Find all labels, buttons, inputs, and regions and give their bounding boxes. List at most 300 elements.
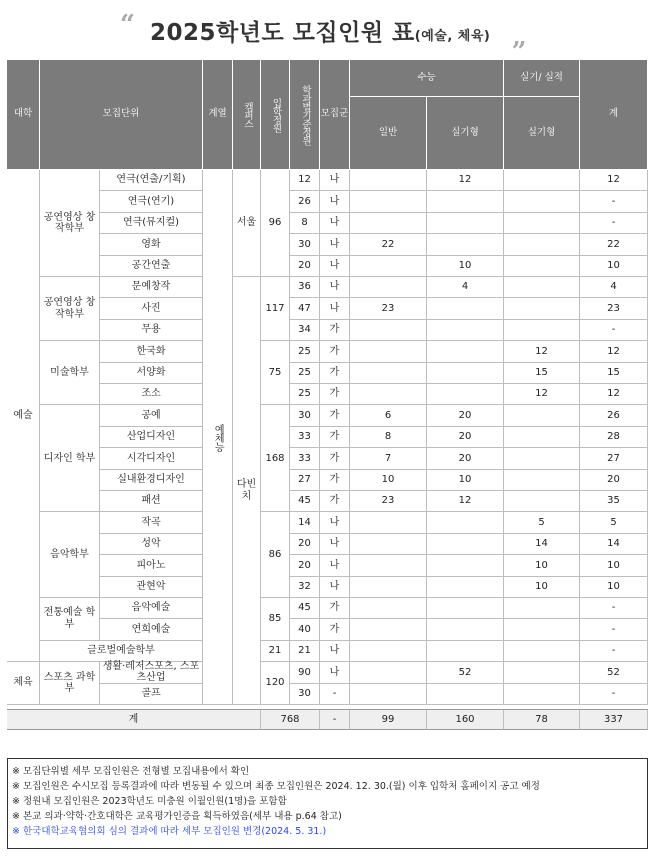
suneung-general [350,448,427,469]
note-line: ※ 한국대학교육협의회 심의 결과에 따라 세부 모집인원 변경(2024. 5. 31.) [12,826,327,837]
unit-name [100,662,203,683]
summary-practical-2 [504,709,580,730]
dept-quota [290,234,320,255]
practical-practical [504,405,580,426]
row-total-text: 4 [610,281,617,293]
suneung-practical [427,363,504,384]
campus-seoul [233,170,261,277]
summary-admission-text: 768 [280,713,300,725]
row-total [580,341,648,362]
suneung-practical [427,491,504,512]
suneung-practical [427,384,504,405]
suneung-practical [427,298,504,319]
admission-quota [261,170,290,277]
unit-name-text: 공예 [141,409,161,421]
dept-quota [290,555,320,576]
row-total-text: - [611,324,616,336]
admission-quota-text: 120 [265,677,285,689]
header-group [320,60,350,170]
practical-practical-text: 5 [538,516,545,528]
division-trad [40,598,100,641]
suneung-practical [427,405,504,426]
row-total-text: 12 [607,174,620,186]
unit-name [100,684,203,705]
row-total [580,320,648,341]
recruit-group [320,555,350,576]
suneung-general [350,427,427,448]
suneung-practical [427,577,504,598]
row-total-text: 10 [607,260,620,272]
row-total [580,363,648,384]
recruit-group-text: 나 [329,302,340,314]
college-pe-text: 체육 [13,677,33,689]
unit-name [100,213,203,234]
row-total [580,684,648,705]
suneung-general [350,320,427,341]
division-design [40,405,100,512]
practical-practical [504,277,580,298]
suneung-practical-text: 10 [458,260,472,272]
recruit-group [320,341,350,362]
unit-name [100,427,203,448]
unit-name [100,170,203,191]
practical-practical [504,555,580,576]
practical-practical [504,384,580,405]
suneung-practical [427,191,504,212]
recruit-group-text: 나 [329,281,340,293]
recruit-group [320,470,350,491]
suneung-practical [427,555,504,576]
division-trad-text: 전통예술 학부 [43,607,96,630]
header-unit-text: 모집단위 [102,108,140,120]
row-total [580,384,648,405]
row-total-text: 12 [607,345,620,357]
row-total-text: 35 [607,495,620,507]
header-admission-quota [261,60,290,170]
dept-quota-text: 47 [298,302,311,314]
row-total [580,448,648,469]
practical-practical [504,427,580,448]
college-art [7,170,40,662]
suneung-general [350,684,427,705]
summary-total-text: 337 [603,713,624,725]
unit-name-text: 음악예술 [131,602,171,614]
admission-quota [261,341,290,405]
suneung-general [350,298,427,319]
college-pe [7,662,40,705]
row-total [580,405,648,426]
recruit-group [320,598,350,619]
header-unit [40,60,203,170]
unit-name-text: 연극(뮤지컬) [122,217,180,229]
row-total-text: 12 [607,388,620,400]
unit-name-text: 무용 [141,324,161,336]
unit-name-text: 패션 [141,495,161,507]
header-general [350,97,427,170]
track-art [203,170,233,705]
row-total-text: 5 [610,516,617,528]
recruit-group-text: 가 [329,452,340,464]
unit-name [100,534,203,555]
dept-quota-text: 90 [298,666,311,678]
practical-practical [504,170,580,191]
dept-quota-text: 12 [298,174,311,186]
suneung-practical-text: 20 [458,431,472,443]
suneung-practical-text: 20 [458,452,472,464]
open-quote-mark: “ [120,10,135,40]
recruit-group [320,234,350,255]
row-total [580,234,648,255]
recruit-group [320,577,350,598]
dept-quota [290,534,320,555]
suneung-general [350,277,427,298]
suneung-general [350,363,427,384]
unit-name [100,619,203,640]
recruit-group [320,384,350,405]
row-total [580,619,648,640]
recruit-group-text: 가 [329,431,340,443]
unit-name-text: 작곡 [141,516,161,528]
dept-quota [290,470,320,491]
dept-quota [290,512,320,533]
dept-quota-text: 26 [298,195,311,207]
row-total [580,491,648,512]
practical-practical [504,619,580,640]
unit-name [100,470,203,491]
practical-practical [504,256,580,277]
recruit-group-text: 나 [329,217,340,229]
suneung-general-text: 23 [381,495,395,507]
unit-name [100,363,203,384]
summary-general [350,709,427,730]
recruit-group-text: 나 [329,174,340,186]
unit-name [100,298,203,319]
recruit-group [320,363,350,384]
row-total-text: - [611,623,616,635]
dept-quota [290,491,320,512]
suneung-general-text: 8 [384,431,392,443]
header-practical-type-2-text: 실기형 [527,126,556,138]
dept-quota-text: 27 [298,474,311,486]
header-total [580,60,648,170]
suneung-practical [427,619,504,640]
recruit-group-text: 가 [329,367,340,379]
practical-practical-text: 15 [535,367,548,379]
dept-quota-text: 20 [298,260,311,272]
page-title [150,14,490,47]
row-total [580,555,648,576]
practical-practical [504,213,580,234]
header-track [203,60,233,170]
row-total-text: 22 [607,238,620,250]
suneung-general [350,555,427,576]
suneung-practical [427,684,504,705]
practical-practical-text: 12 [535,345,548,357]
suneung-general [350,534,427,555]
division-music-text: 음악학부 [50,548,89,560]
suneung-practical [427,470,504,491]
division-sport [40,662,100,705]
suneung-general-text: 22 [381,238,395,250]
suneung-practical-text: 12 [458,495,472,507]
recruit-group-text: 가 [329,345,340,357]
division-global-text: 글로벌예술학부 [87,645,155,657]
admission-quota-text: 85 [268,613,282,625]
suneung-general-text: 7 [384,452,392,464]
unit-name [100,555,203,576]
dept-quota-text: 25 [298,367,311,379]
suneung-practical [427,170,504,191]
recruit-group-text: 가 [329,409,340,421]
suneung-general-text: 10 [381,474,395,486]
recruit-group-text: 나 [329,645,340,657]
suneung-practical-text: 12 [458,174,472,186]
campus-seoul-text: 서울 [236,217,257,229]
dept-quota [290,213,320,234]
row-total [580,277,648,298]
summary-group [320,709,350,730]
recruit-group-text: 나 [329,666,340,678]
unit-name-text: 문예창작 [131,281,171,293]
recruit-group [320,298,350,319]
practical-practical [504,341,580,362]
summary-practical-text: 160 [455,713,475,725]
admission-quota [261,598,290,641]
summary-total [580,709,648,730]
division-perf2-text: 공연영상 창작학부 [43,297,96,320]
recruit-group-text: 가 [329,495,340,507]
row-total [580,256,648,277]
row-total [580,298,648,319]
suneung-general [350,598,427,619]
dept-quota-text: 30 [298,688,311,700]
recruit-group [320,277,350,298]
dept-quota-text: 40 [298,623,311,635]
row-total [580,641,648,662]
practical-practical [504,598,580,619]
suneung-general [350,662,427,683]
recruit-group-text: 나 [329,238,340,250]
recruit-group [320,405,350,426]
dept-quota-text: 45 [298,602,311,614]
header-practical-type-text: 실기형 [451,126,479,138]
division-art [40,341,100,405]
suneung-general [350,256,427,277]
unit-name-text: 연극(연기) [127,195,175,207]
recruit-group [320,491,350,512]
dept-quota [290,427,320,448]
unit-name [100,191,203,212]
practical-practical [504,512,580,533]
suneung-general [350,470,427,491]
row-total [580,534,648,555]
division-art-text: 미술학부 [50,367,89,379]
header-college [7,60,40,170]
row-total-text: - [611,602,616,614]
dept-quota-text: 14 [298,516,311,528]
unit-name [100,512,203,533]
suneung-practical-text: 20 [458,409,472,421]
division-global [40,641,203,662]
admission-quota [261,277,290,341]
unit-name-text: 관현악 [136,581,166,593]
dept-quota-text: 30 [298,238,311,250]
recruit-group [320,662,350,683]
suneung-practical-text: 52 [458,666,472,678]
suneung-general [350,641,427,662]
recruit-group-text: 나 [329,195,340,207]
college-art-text: 예술 [13,409,33,421]
suneung-practical [427,277,504,298]
track-art-text: 예체능 [212,423,224,451]
dept-quota [290,684,320,705]
suneung-general [350,341,427,362]
unit-name-text: 사진 [141,302,161,314]
unit-name [100,405,203,426]
recruit-group-text: 가 [329,474,340,486]
row-total-text: 23 [607,302,620,314]
division-perf2 [40,277,100,341]
admission-quota [261,641,290,662]
admission-quota [261,662,290,705]
unit-name-text: 시각디자인 [126,452,176,464]
suneung-practical [427,662,504,683]
admission-quota-text: 117 [265,302,285,314]
unit-name-text: 산업디자인 [126,431,176,443]
suneung-practical [427,512,504,533]
header-group-text: 모집군 [320,108,349,120]
recruit-group [320,170,350,191]
recruit-group [320,534,350,555]
dept-quota [290,448,320,469]
summary-label-text: 계 [128,713,139,725]
row-total-text: 10 [607,581,620,593]
recruit-group-text: 가 [329,388,340,400]
dept-quota [290,277,320,298]
recruit-group [320,512,350,533]
unit-name-text: 공간연출 [131,260,171,272]
row-total [580,512,648,533]
unit-name [100,491,203,512]
dept-quota-text: 20 [298,538,311,550]
dept-quota [290,256,320,277]
dept-quota-text: 34 [298,324,311,336]
practical-practical [504,191,580,212]
row-total-text: 15 [607,367,620,379]
recruit-group-text: - [332,688,337,700]
row-total [580,598,648,619]
header-admission-quota-text: 입학정원 [270,97,282,132]
dept-quota-text: 33 [298,452,311,464]
row-total [580,191,648,212]
suneung-practical [427,256,504,277]
suneung-practical-text: 10 [458,474,472,486]
summary-admission [261,709,320,730]
header-dept-quota-text: 학과별기준정원 [299,84,311,145]
suneung-practical [427,320,504,341]
header-practical-text: 실기/ 실적 [520,71,563,83]
dept-quota [290,341,320,362]
suneung-general-text: 6 [384,409,392,421]
row-total [580,470,648,491]
unit-name-text: 조소 [141,388,161,400]
practical-practical [504,448,580,469]
practical-practical [504,641,580,662]
header-total-text: 계 [608,108,619,120]
header-dept-quota [290,60,320,170]
row-total-text: 26 [607,409,620,421]
practical-practical [504,684,580,705]
header-suneung [350,60,504,97]
row-total-text: - [611,217,616,229]
unit-name [100,341,203,362]
unit-name-text: 연희예술 [131,623,171,635]
suneung-general [350,384,427,405]
dept-quota-text: 20 [298,559,311,571]
row-total [580,427,648,448]
dept-quota [290,363,320,384]
recruit-group-text: 가 [329,602,340,614]
row-total-text: 10 [607,559,620,571]
suneung-general [350,213,427,234]
note-line: ※ 본교 의과·약학·간호대학은 교육평가인증을 획득하였음(세부 내용 p.64 참고) [12,811,342,822]
recruit-group-text: 나 [329,559,340,571]
dept-quota [290,320,320,341]
note-line: ※ 모집인원은 수시모집 등록결과에 따라 변동될 수 있으며 최종 모집인원은 2024. 12. 30.(월) 이후 입학처 홈페이지 공고 예정 [12,781,540,792]
dept-quota [290,641,320,662]
dept-quota-text: 45 [298,495,311,507]
recruit-group [320,684,350,705]
division-perf1 [40,170,100,277]
admission-quota-text: 86 [268,548,282,560]
summary-general-text: 99 [381,713,395,725]
practical-practical-text: 10 [535,559,548,571]
row-total-text: 20 [607,474,620,486]
suneung-practical [427,641,504,662]
row-total-text: 27 [607,452,620,464]
practical-practical [504,534,580,555]
practical-practical-text: 12 [535,388,548,400]
suneung-general [350,170,427,191]
unit-name-text: 생활·레저스포츠, 스포츠산업 [102,660,200,684]
suneung-practical [427,341,504,362]
recruit-group-text: 나 [329,538,340,550]
dept-quota-text: 8 [301,217,308,229]
recruit-group-text: 가 [329,623,340,635]
unit-name [100,598,203,619]
dept-quota [290,405,320,426]
practical-practical [504,298,580,319]
row-total-text: 52 [607,666,620,678]
row-total-text: - [611,688,616,700]
admission-quota-text: 21 [268,645,282,657]
suneung-practical [427,598,504,619]
dept-quota-text: 25 [298,388,311,400]
unit-name [100,448,203,469]
row-total-text: 14 [607,538,620,550]
dept-quota [290,191,320,212]
suneung-practical [427,448,504,469]
summary-practical-2-text: 78 [535,713,548,725]
dept-quota [290,577,320,598]
unit-name [100,234,203,255]
unit-name-text: 골프 [141,688,161,700]
summary-practical [427,709,504,730]
row-total-text: 28 [607,431,620,443]
suneung-general-text: 23 [381,302,395,314]
practical-practical-text: 14 [535,538,548,550]
admission-quota-text: 168 [265,452,285,464]
